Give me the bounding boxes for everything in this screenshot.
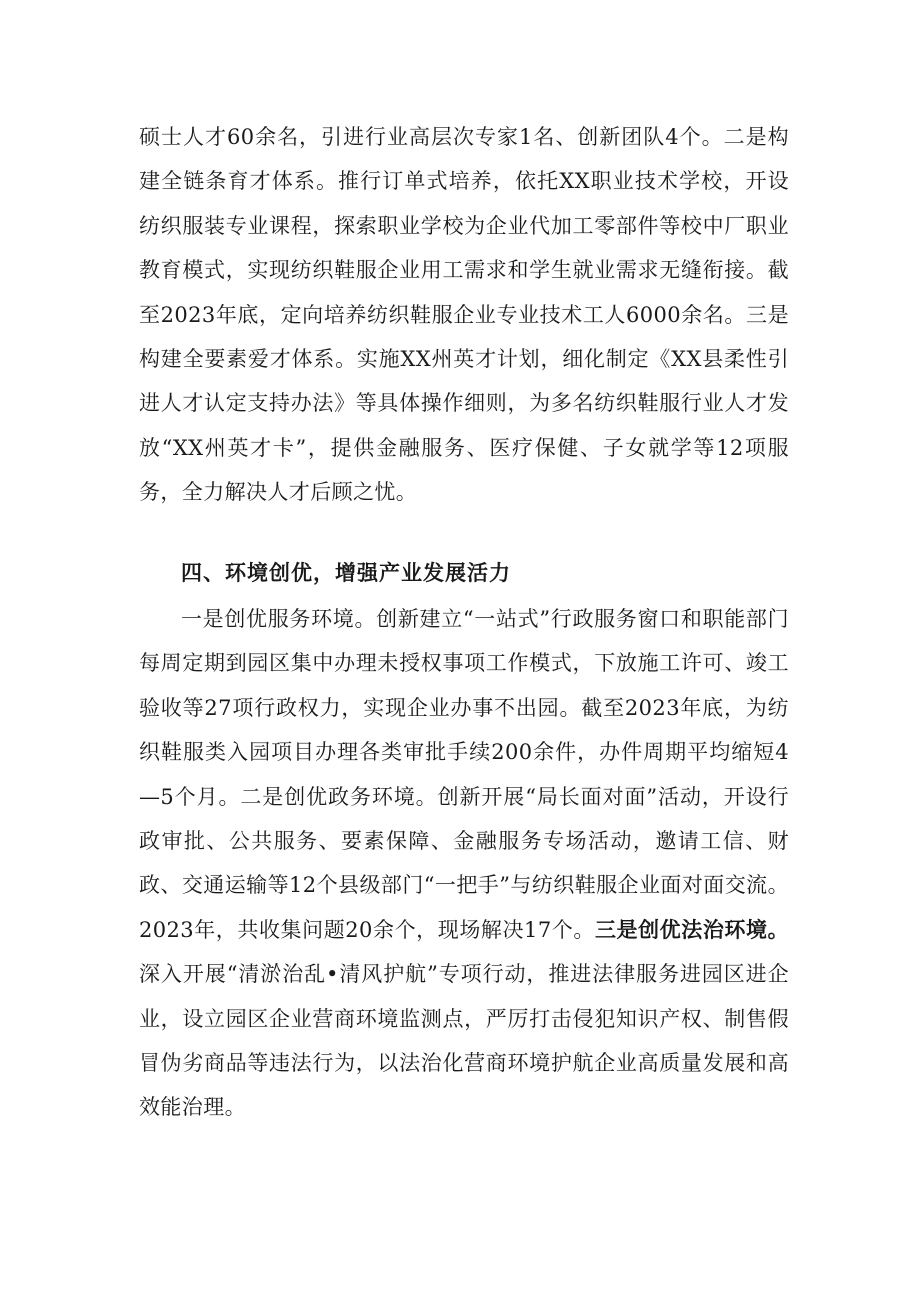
paragraph-talent-continued: 硕士人才60余名，引进行业高层次专家1名、创新团队4个。二是构建全链条育才体系。推行订单式培养，依托XX职业技术学校，开设纺织服装专业课程，探索职业学校为企业代加工零部件等校中厂职业教育模式，实现纺织鞋服企业用工需求和学生就业需求无缝衔接。截至2023年底，定向培养纺织鞋服企业专业技术工人6000余名。三是构建全要素爱才体系。实施XX州英才计划，细化制定《XX县柔性引进人才认定支持办法》等具体操作细则，为多名纺织鞋服行业人才发放“XX州英才卡”，提供金融服务、医疗保健、子女就学等12项服务，全力解决人才后顾之忧。 <box>139 125 789 505</box>
paragraph-environment <box>139 597 789 1130</box>
paragraph-environment-bold-lead: 三是创优法治环境。 <box>594 917 789 942</box>
paragraph-environment-text-1: 一是创优服务环境。创新建立“一站式”行政服务窗口和职能部门每周定期到园区集中办理未授权事项工作模式，下放施工许可、竣工验收等27项行政权力，实现企业办事不出园。截至2023年底，为纺织鞋服类入园项目办理各类审批手续200余件，办件周期平均缩短4—5个月。二是创优政务环境。创新开展“局长面对面”活动，开设行政审批、公共服务、要素保障、金融服务专场活动，邀请工信、财政、交通运输等12个县级部门“一把手”与纺织鞋服企业面对面交流。2023年，共收集问题20余个，现场解决17个。 <box>139 607 789 942</box>
section-heading-environment: 四、环境创优，增强产业发展活力 <box>181 561 511 585</box>
paragraph-environment-text-2: 深入开展“清淤治乱•清风护航”专项行动，推进法律服务进园区进企业，设立园区企业营商环境监测点，严厉打击侵犯知识产权、制售假冒伪劣商品等违法行为，以法治化营商环境护航企业高质量发展和高效能治理。 <box>139 962 789 1120</box>
